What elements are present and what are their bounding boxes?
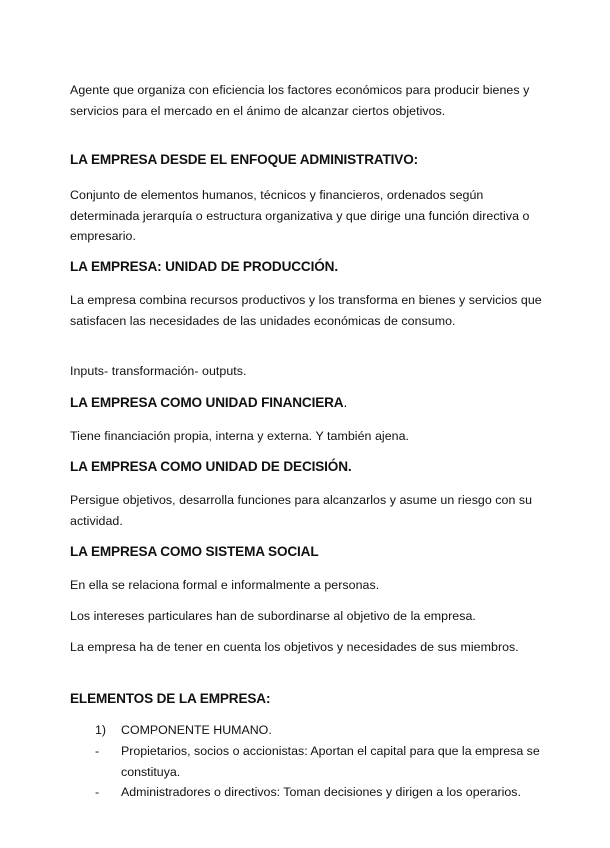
list-item-text: Administradores o directivos: Toman decisiones y dirigen a los operarios. <box>121 785 521 799</box>
section-heading: ELEMENTOS DE LA EMPRESA: <box>70 691 271 706</box>
list-marker: - <box>95 785 100 799</box>
section-produccion <box>70 257 550 277</box>
section-administrativo <box>70 150 550 170</box>
section-heading-text: LA EMPRESA COMO UNIDAD FINANCIERA <box>70 395 344 410</box>
section-paragraph: Tiene financiación propia, interna y externa. Y también ajena. <box>70 429 410 443</box>
section-produccion-body <box>70 290 550 331</box>
list-marker: 1) <box>95 723 107 737</box>
section-heading: LA EMPRESA DESDE EL ENFOQUE ADMINISTRATIVO: <box>70 152 419 167</box>
section-paragraph: En ella se relaciona formal e informalmente a personas. <box>70 578 380 592</box>
section-decision-body <box>70 490 550 531</box>
section-heading <box>70 393 550 413</box>
section-social <box>70 542 550 562</box>
list-item-text: COMPONENTE HUMANO. <box>121 723 272 737</box>
intro-paragraph: Agente que organiza con eficiencia los factores económicos para producir bienes y servicios para el mercado en el ánimo de alcanzar ciertos objetivos. <box>70 83 530 118</box>
section-elementos <box>70 689 550 709</box>
section-heading: LA EMPRESA: UNIDAD DE PRODUCCIÓN. <box>70 259 338 274</box>
intro-block <box>70 80 550 121</box>
list-item-text: Propietarios, socios o accionistas: Aportan el capital para que la empresa se constituya. <box>121 744 540 779</box>
section-social-body-3 <box>70 637 550 658</box>
section-administrativo-body <box>70 185 550 247</box>
list-marker: - <box>95 744 100 758</box>
section-produccion-body-2 <box>70 361 550 382</box>
section-heading-tail: . <box>343 395 348 410</box>
section-paragraph: La empresa combina recursos productivos y los transforma en bienes y servicios que satisfacen las necesidades de las unidades económicas de consumo. <box>70 293 542 328</box>
section-heading: LA EMPRESA COMO SISTEMA SOCIAL <box>70 544 319 559</box>
section-social-body <box>70 575 550 596</box>
section-heading: LA EMPRESA COMO UNIDAD DE DECISIÓN. <box>70 459 352 474</box>
section-paragraph: Conjunto de elementos humanos, técnicos y financieros, ordenados según determinada jerarquía o estructura organizativa y que dirige una función directiva o empresario. <box>70 188 530 243</box>
section-paragraph: Inputs- transformación- outputs. <box>70 364 247 378</box>
section-financiera <box>70 393 550 413</box>
section-decision <box>70 457 550 477</box>
section-financiera-body <box>70 426 550 447</box>
section-paragraph: La empresa ha de tener en cuenta los objetivos y necesidades de sus miembros. <box>70 640 519 654</box>
section-paragraph: Persigue objetivos, desarrolla funciones para alcanzarlos y asume un riesgo con su actividad. <box>70 493 533 528</box>
section-social-body-2 <box>70 606 550 627</box>
section-paragraph: Los intereses particulares han de subordinarse al objetivo de la empresa. <box>70 609 476 623</box>
